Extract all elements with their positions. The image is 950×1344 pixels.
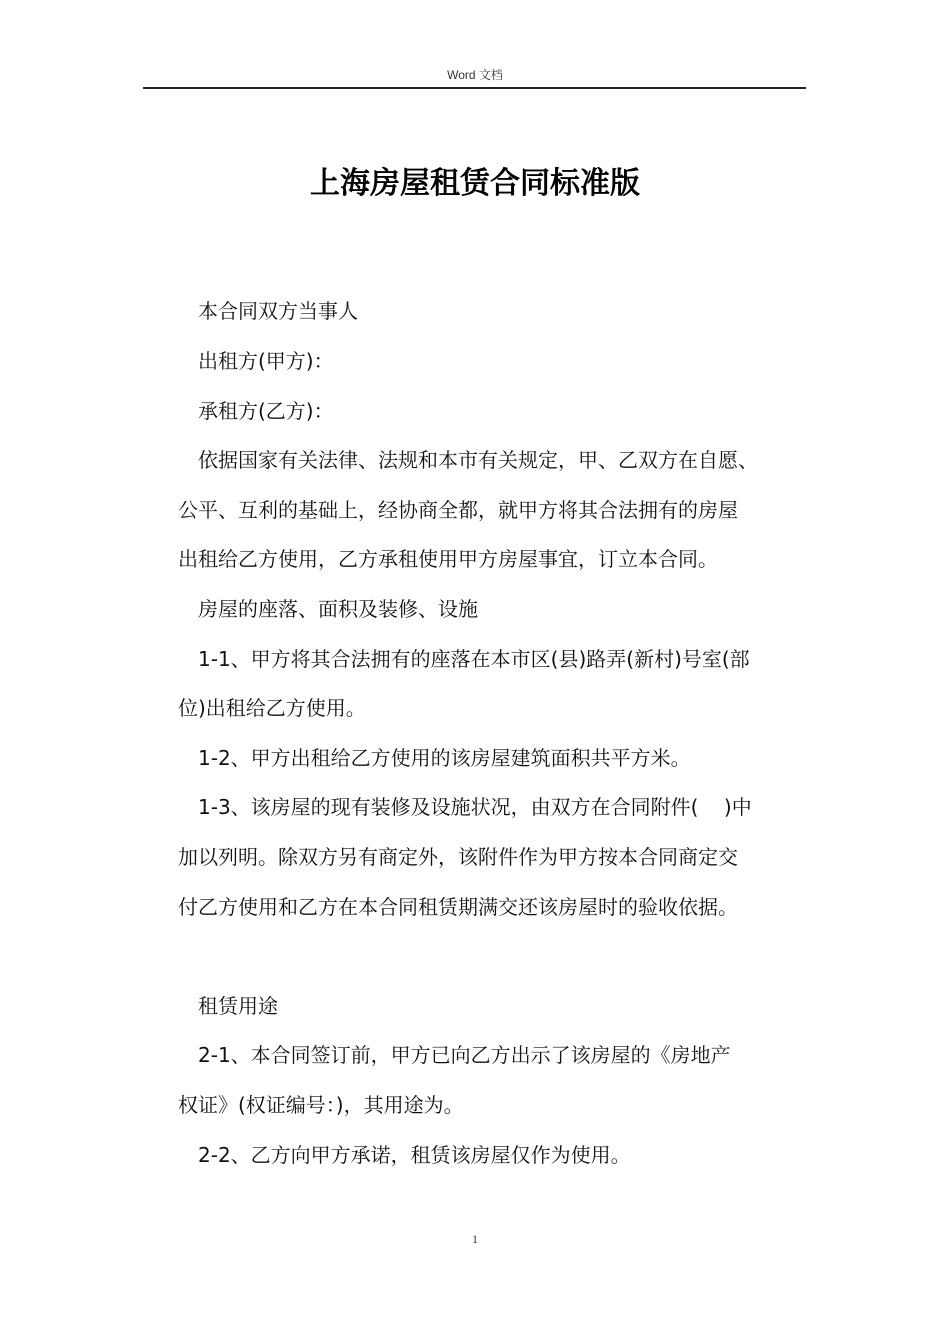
paragraph-line: 位)出租给乙方使用。 bbox=[178, 696, 366, 720]
paragraph-line: 付乙方使用和乙方在本合同租赁期满交还该房屋时的验收依据。 bbox=[178, 895, 738, 919]
page-number: 1 bbox=[472, 1232, 478, 1246]
paragraph-line: 公平、互利的基础上，经协商全都，就甲方将其合法拥有的房屋 bbox=[178, 498, 738, 522]
paragraph-line: 依据国家有关法律、法规和本市有关规定，甲、乙双方在自愿、 bbox=[198, 448, 758, 472]
paragraph-line: 1-1、甲方将其合法拥有的座落在本市区(县)路弄(新村)号室(部 bbox=[198, 647, 750, 671]
paragraph-line: 本合同双方当事人 bbox=[198, 299, 358, 323]
paragraph-line: 1-3、该房屋的现有装修及设施状况，由双方在合同附件( )中 bbox=[198, 795, 752, 819]
paragraph-line: 承租方(乙方)： bbox=[198, 399, 334, 423]
header-text: Word 文档 bbox=[447, 68, 503, 82]
paragraph-line: 出租方(甲方)： bbox=[198, 349, 334, 373]
paragraph-line: 1-2、甲方出租给乙方使用的该房屋建筑面积共平方米。 bbox=[198, 746, 691, 770]
paragraph-line: 权证》(权证编号：)，其用途为。 bbox=[178, 1093, 464, 1117]
section-heading: 租赁用途 bbox=[198, 994, 278, 1018]
header-rule bbox=[143, 87, 806, 89]
paragraph-line: 出租给乙方使用，乙方承租使用甲方房屋事宜，订立本合同。 bbox=[178, 547, 718, 571]
paragraph-line: 2-1、本合同签订前，甲方已向乙方出示了该房屋的《房地产 bbox=[198, 1043, 731, 1067]
section-heading: 房屋的座落、面积及装修、设施 bbox=[198, 597, 478, 621]
document-title: 上海房屋租赁合同标准版 bbox=[310, 166, 640, 201]
paragraph-line: 2-2、乙方向甲方承诺，租赁该房屋仅作为使用。 bbox=[198, 1143, 631, 1167]
paragraph-line: 加以列明。除双方另有商定外，该附件作为甲方按本合同商定交 bbox=[178, 845, 738, 869]
